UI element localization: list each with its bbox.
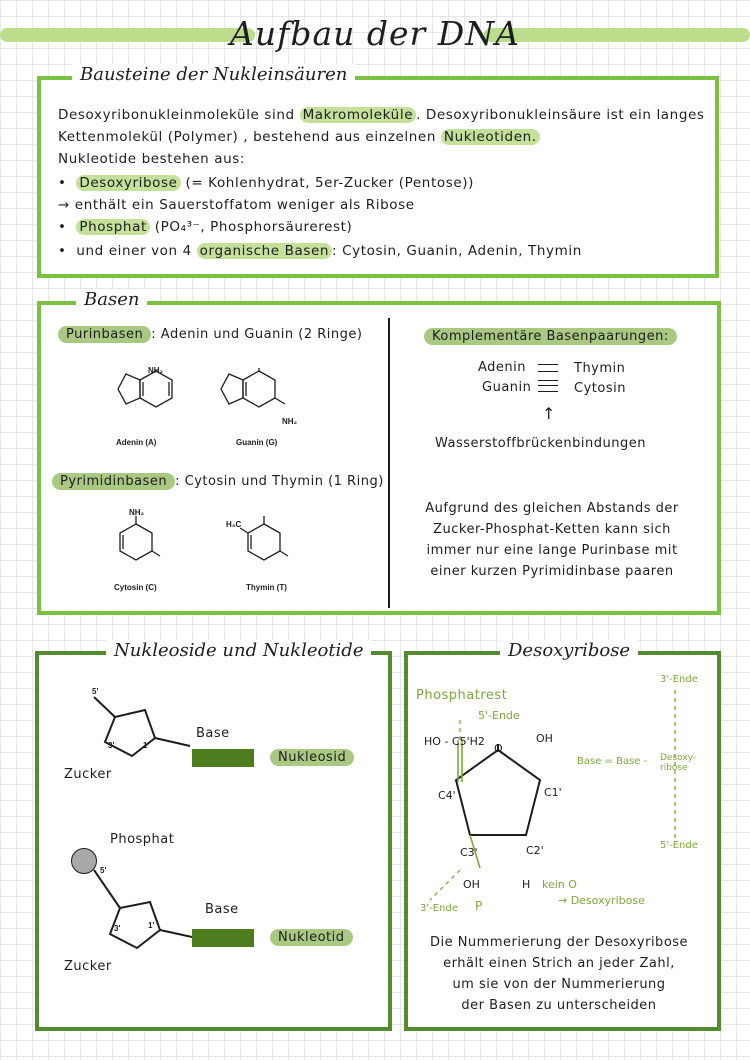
wasserstoff-label: Wasserstoffbrückenbindungen <box>435 436 646 451</box>
pair-thymin: Thymin <box>574 361 626 376</box>
ring-oxygen-label: O <box>494 742 503 755</box>
nukleosid-1prime: 1' <box>143 741 150 750</box>
pair-adenin: Adenin <box>478 360 527 375</box>
base-base-label: Base = Base - <box>577 756 648 767</box>
pair-cytosin: Cytosin <box>574 381 626 396</box>
nukleotid-3prime: 3' <box>114 924 121 933</box>
double-bond-icon <box>538 364 558 372</box>
c1-label: C1' <box>544 786 562 799</box>
nukleosid-base-label: Base <box>196 726 230 741</box>
page-title: Aufbau der DNA <box>230 14 520 53</box>
p-label: P <box>475 899 483 913</box>
section-bausteine-title: Bausteine der Nukleinsäuren <box>72 64 355 85</box>
nukleotid-base-rect <box>192 929 254 947</box>
bullet-desoxyribose: • Desoxyribose (= Kohlenhydrat, 5er-Zucker (Pentose)) <box>58 175 474 191</box>
phosphat-label: Phosphat <box>110 832 175 847</box>
thymin-h3c: H₃C <box>226 520 242 529</box>
desoxyribose-paragraph: Die Nummerierung der Desoxyribose erhält einen Strich an jeder Zahl, um sie von der Nummerierung der Basen zu unterscheiden <box>429 935 689 1013</box>
c2-label: C2' <box>526 844 544 857</box>
thymin-caption: Thymin (T) <box>246 583 287 592</box>
guanin-caption: Guanin (G) <box>236 438 278 447</box>
nukleosid-3prime: 3' <box>108 741 115 750</box>
cytosin-structure <box>112 516 172 576</box>
cytosin-caption: Cytosin (C) <box>114 583 157 592</box>
bausteine-text <box>58 104 708 262</box>
thymin-structure <box>240 516 310 576</box>
ho-c5h2-label: HO - C5'H2 <box>424 735 485 748</box>
three-ende-top-label: 3'-Ende <box>660 674 698 685</box>
bausteine-line-1: Desoxyribonukleinmoleküle sind Makromoleküle . Desoxyribonukleinsäure ist ein langes <box>58 107 705 123</box>
nukleosid-label: Nukleosid <box>270 749 354 766</box>
nukleotid-base-label: Base <box>205 902 239 917</box>
nukleotid-5prime: 5' <box>100 866 107 875</box>
three-ende-bottom-label: 3'-Ende <box>420 903 458 914</box>
bausteine-line-2: Kettenmolekül (Polymer) , bestehend aus einzelnen Nukleotiden. <box>58 126 708 148</box>
five-ende-label: 5'-Ende <box>478 709 520 722</box>
nukleotid-label: Nukleotid <box>270 929 353 946</box>
five-ende-right-label: 5'-Ende <box>660 840 698 851</box>
guanin-nh2: NH₂ <box>282 417 298 426</box>
bausteine-line-3: Nukleotide bestehen aus: <box>58 151 246 167</box>
c4-label: C4' <box>438 789 456 802</box>
nukleosid-5prime: 5' <box>92 687 99 696</box>
adenin-structure <box>110 368 190 428</box>
highlight-makromolekuele: Makromoleküle <box>300 107 417 123</box>
komplementaer-heading: Komplementäre Basenpaarungen: <box>424 329 677 344</box>
section-desoxyribose-title: Desoxyribose <box>500 640 638 661</box>
oh-bottom-label: OH <box>463 878 480 891</box>
h-label: H <box>522 878 531 891</box>
bullet-basen: • und einer von 4 organische Basen : Cytosin, Guanin, Adenin, Thymin <box>58 243 582 259</box>
nukleotid-1prime: 1' <box>148 921 155 930</box>
triple-bond-icon <box>538 380 558 392</box>
pair-guanin: Guanin <box>482 380 532 395</box>
basen-paragraph: Aufgrund des gleichen Abstands der Zucker-Phosphat-Ketten kann sich immer nur eine lange Purinbase mit einer kurzen Pyrimidinbase paaren <box>425 501 679 579</box>
desoxyribose-right-label: Desoxy- ribose <box>660 753 697 773</box>
c3-label: C3' <box>460 846 478 859</box>
kein-o-label: kein O <box>542 878 577 891</box>
cytosin-nh2: NH₂ <box>129 508 145 517</box>
nukleosid-zucker-label: Zucker <box>64 767 112 782</box>
arrow-line: → enthält ein Sauerstoffatom weniger als Ribose <box>58 197 415 213</box>
arrow-up-icon: ↑ <box>542 404 556 423</box>
nukleotid-zucker-label: Zucker <box>64 959 112 974</box>
oh-top-label: OH <box>536 732 553 745</box>
basen-divider <box>388 318 390 608</box>
pyrimidinbasen-line: Pyrimidinbasen : Cytosin und Thymin (1 Ring) <box>52 474 384 489</box>
purinbasen-line: Purinbasen : Adenin und Guanin (2 Ringe) <box>58 327 362 342</box>
section-nukleoside-title: Nukleoside und Nukleotide <box>106 640 371 661</box>
desoxyribose-arrow-label: → Desoxyribose <box>558 894 645 907</box>
adenin-caption: Adenin (A) <box>116 438 157 447</box>
nukleosid-base-rect <box>192 749 254 767</box>
phosphatrest-label: Phosphatrest <box>416 688 508 703</box>
highlight-nukleotiden: Nukleotiden. <box>441 129 540 145</box>
nukleotid-diagram <box>80 860 270 970</box>
bullet-phosphat: • Phosphat (PO₄³⁻, Phosphorsäurerest) <box>58 219 353 235</box>
adenin-nh2: NH₂ <box>148 366 164 375</box>
section-basen-title: Basen <box>76 289 147 310</box>
